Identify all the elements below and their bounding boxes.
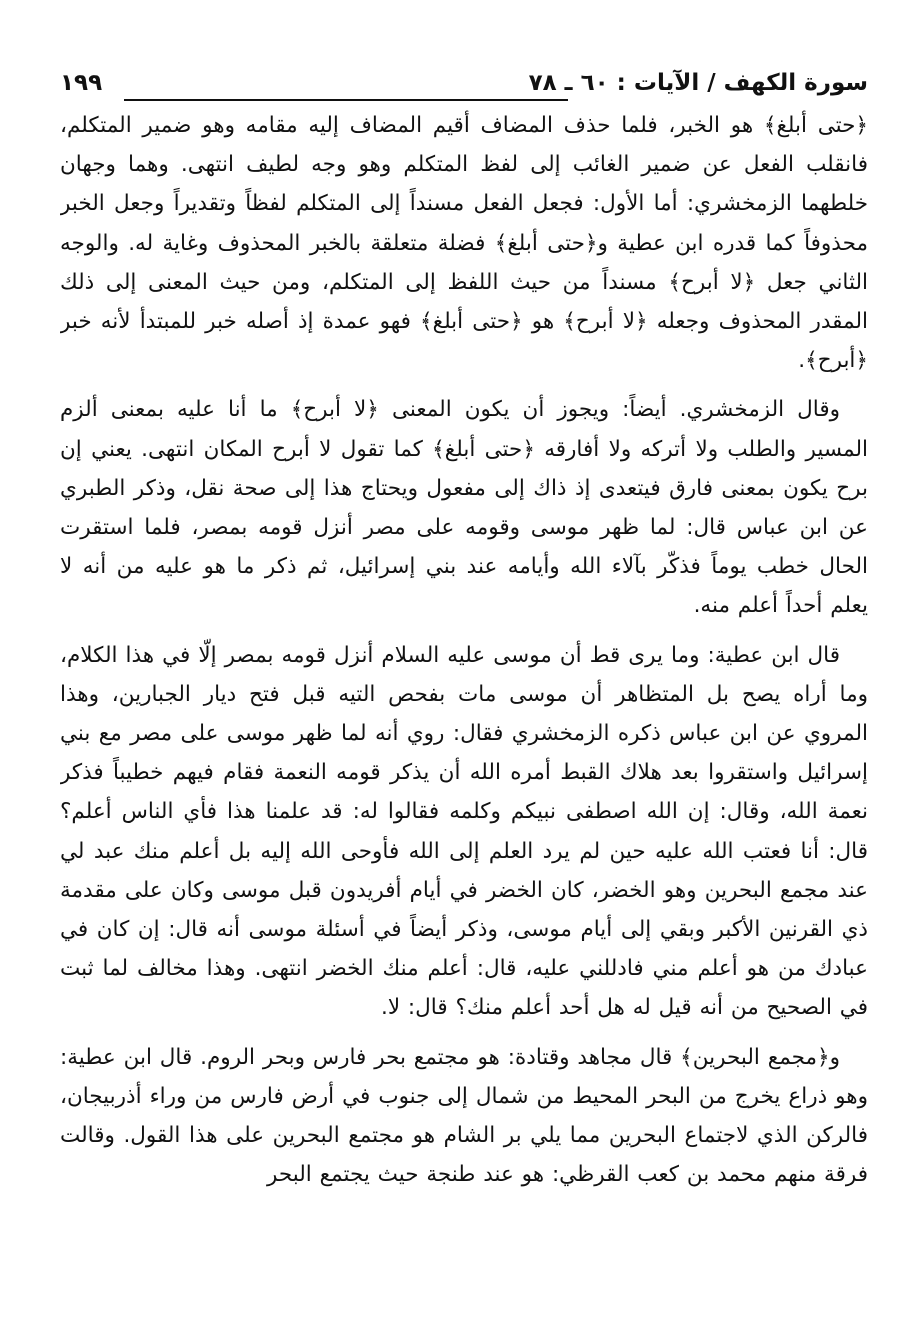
page-header [60,62,868,106]
page-number: ١٩٩ [60,70,103,96]
paragraph-1: ﴿حتى أبلغ﴾ هو الخبر، فلما حذف المضاف أقيم المضاف إليه مقامه وهو ضمير المتكلم، فانقلب الفعل عن ضمير الغائب إلى لفظ المتكلم وهو وجه لطيف انتهى. وهما وجهان خلطهما الزمخشري: أما الأول: فجعل الفعل مسنداً إلى المتكلم لفظاً وتقديراً وجعل الخبر محذوفاً كما قدره ابن عطية و﴿حتى أبلغ﴾ فضلة متعلقة بالخبر المحذوف وغاية له. والوجه الثاني جعل ﴿لا أبرح﴾ مسنداً من حيث اللفظ إلى المتكلم، ومن حيث المعنى إلى ذلك المقدر المحذوف وجعله ﴿لا أبرح﴾ هو ﴿حتى أبلغ﴾ فهو عمدة إذ أصله خبر للمبتدأ لأنه خبر ﴿أبرح﴾. [60,113,868,374]
running-title: سورة الكهف / الآيات : ٦٠ ـ ٧٨ [528,70,868,96]
paragraph-3: قال ابن عطية: وما يرى قط أن موسى عليه السلام أنزل قومه بمصر إلّا في هذا الكلام، وما أراه يصح بل المتظاهر أن موسى مات بفحص التيه قبل فتح ديار الجبارين، وهذا المروي عن ابن عباس ذكره الزمخشري فقال: روي أنه لما ظهر موسى على مصر مع بني إسرائيل واستقروا بعد هلاك القبط أمره الله أن يذكر قومه النعمة فقام فيهم خطيباً فذكر نعمة الله، وقال: إن الله اصطفى نبيكم وكلمه فقالوا له: قد علمنا هذا فأي الناس أعلم؟ قال: أنا فعتب الله عليه حين لم يرد العلم إلى الله فأوحى الله إليه بل أعلم منك عبد لي عند مجمع البحرين وهو الخضر، كان الخضر في أيام أفريدون قبل موسى وكان على مقدمة ذي القرنين الأكبر وبقي إلى أيام موسى، وذكر أيضاً في أسئلة موسى أنه قال: إن كان في عبادك من هو أعلم مني فادللني عليه، قال: أعلم منك الخضر انتهى. وهذا مخالف لما ثبت في الصحيح من أنه قيل له هل أحد أعلم منك؟ قال: لا. [60,642,868,1021]
book-page [60,62,868,1292]
paragraph-4: و﴿مجمع البحرين﴾ قال مجاهد وقتادة: هو مجتمع بحر فارس وبحر الروم. قال ابن عطية: وهو ذراع يخرج من البحر المحيط من شمال إلى جنوب في أرض فارس من وراء أذربيجان، فالركن الذي لاجتماع البحرين مما يلي بر الشام هو مجتمع البحرين على هذا القول. وقالت فرقة منهم محمد بن كعب القرظي: هو عند طنجة حيث يجتمع البحر [60,1044,868,1188]
page-body [60,106,868,1194]
header-rule [124,99,568,101]
paragraph-2: وقال الزمخشري. أيضاً: ويجوز أن يكون المعنى ﴿لا أبرح﴾ ما أنا عليه بمعنى ألزم المسير والطلب ولا أتركه ولا أفارقه ﴿حتى أبلغ﴾ كما تقول لا أبرح المكان انتهى. يعني إن برح يكون بمعنى فارق فيتعدى إذ ذاك إلى مفعول ويحتاج هذا إلى صحة نقل، وذكر الطبري عن ابن عباس قال: لما ظهر موسى وقومه على مصر أنزل قومه بمصر، فلما استقرت الحال خطب يوماً فذكّر بآلاء الله وأيامه عند بني إسرائيل، ثم ذكر ما هو عليه من أنه لا يعلم أحداً أعلم منه. [60,397,868,619]
